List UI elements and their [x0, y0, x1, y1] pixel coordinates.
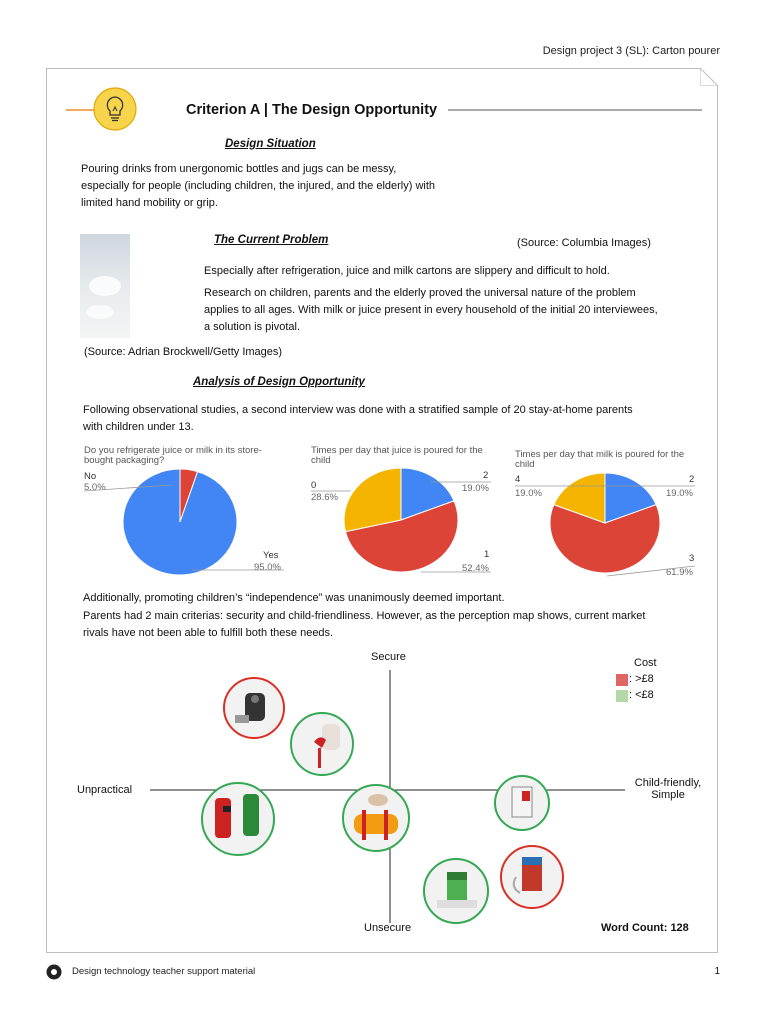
chart1-label-no: No [84, 471, 97, 482]
source-columbia: (Source: Columbia Images) [517, 237, 651, 249]
word-count: Word Count: 128 [601, 922, 689, 934]
chart3-pct-3: 61.9% [666, 567, 693, 578]
criteria-text: Parents had 2 main criterias: security and child-friendliness. However, as the perception map shows, current market rivals have not been able to fulfill both these needs. [83, 610, 646, 639]
legend-swatch-cheap [616, 690, 628, 702]
chart2-leader-lines [311, 470, 496, 580]
product-carton-tray [423, 858, 489, 924]
chart3-leader-lines [515, 470, 700, 580]
page-number: 1 [714, 966, 720, 977]
legend-title: Cost [634, 657, 657, 669]
chart2-pct-2: 19.0% [462, 483, 489, 494]
footer-text: Design technology teacher support material [72, 966, 256, 977]
legend-swatch-expensive [616, 674, 628, 686]
chart3-title: Times per day that milk is poured for the child [515, 449, 685, 470]
chart3-pct-4: 19.0% [515, 488, 542, 499]
current-problem-heading: The Current Problem [214, 234, 329, 246]
chart1-leader-lines [84, 470, 304, 580]
current-problem-line1: Especially after refrigeration, juice and milk cartons are slippery and difficult to hold. [204, 265, 610, 277]
chart2-title: Times per day that juice is poured for the child [311, 445, 483, 466]
product-carton-jug [500, 845, 564, 909]
chart2-pct-1: 52.4% [462, 563, 489, 574]
product-carton-holder [494, 775, 550, 831]
chart3-label-3: 3 [689, 553, 695, 564]
photo-spilled-carton [80, 234, 130, 338]
axis-label-unpractical: Unpractical [77, 784, 133, 796]
chart1-title: Do you refrigerate juice or milk in its store-bought packaging? [84, 445, 262, 466]
document-title: Design project 3 (SL): Carton pourer [542, 45, 720, 57]
chart1-pct-no: 5.0% [84, 482, 106, 493]
ib-logo-icon [46, 964, 62, 980]
source-getty: (Source: Adrian Brockwell/Getty Images) [84, 346, 283, 358]
axis-label-unsecure: Unsecure [364, 922, 412, 934]
product-pourer-stand [223, 677, 285, 739]
axis-label-secure: Secure [371, 651, 406, 663]
page-fold-corner [700, 68, 718, 86]
axis-label-child-friendly: Child-friendly, Simple [634, 777, 702, 801]
chart3-pct-2: 19.0% [666, 488, 693, 499]
legend-label-cheap: : <£8 [629, 689, 654, 701]
design-situation-text: Pouring drinks from unergonomic bottles and jugs can be messy, especially for people (including children, the injured, and the elderly) with limited hand mobility or grip. [81, 163, 436, 209]
analysis-heading: Analysis of Design Opportunity [193, 376, 365, 388]
current-problem-text: Research on children, parents and the elderly proved the universal nature of the problem applies to all ages. With milk or juice present in every household of the initial 20 interviewees, a solution is pivotal. [204, 287, 658, 333]
chart2-label-1: 1 [484, 549, 490, 560]
design-situation-heading: Design Situation [225, 138, 316, 150]
product-bottle-handles [201, 782, 275, 856]
chart2-label-0: 0 [311, 480, 317, 491]
chart2-label-2: 2 [483, 470, 489, 481]
chart1-label-yes: Yes [263, 550, 279, 561]
product-spout-cap [290, 712, 354, 776]
legend-label-expensive: : >£8 [629, 673, 654, 685]
lightbulb-icon [93, 87, 137, 131]
chart3-label-4: 4 [515, 474, 521, 485]
chart3-label-2: 2 [689, 474, 695, 485]
independence-text: Additionally, promoting children’s “independence” was unanimously deemed important. [83, 592, 505, 604]
product-carry-bottle [342, 784, 410, 852]
chart1-pct-yes: 95.0% [254, 562, 281, 573]
chart2-pct-0: 28.6% [311, 492, 338, 503]
page-title: Criterion A | The Design Opportunity [186, 102, 438, 118]
analysis-text: Following observational studies, a second interview was done with a stratified sample of 20 stay-at-home parents with children under 13. [83, 404, 633, 433]
